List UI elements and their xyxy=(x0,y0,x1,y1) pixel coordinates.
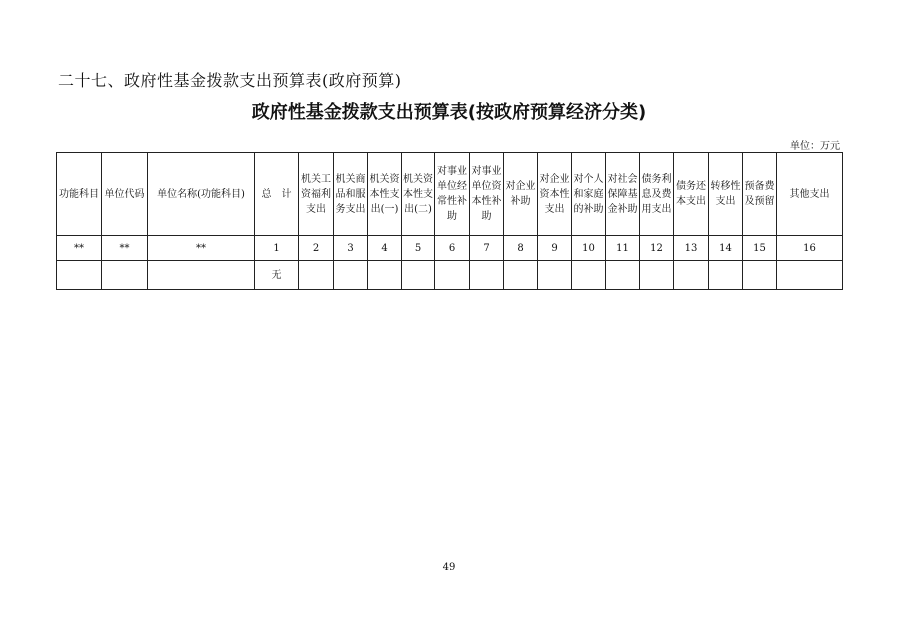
data-cell xyxy=(368,261,402,290)
index-cell: 7 xyxy=(470,236,504,261)
data-cell xyxy=(148,261,255,290)
data-cell xyxy=(743,261,777,290)
data-cell xyxy=(709,261,743,290)
header-cell: 债务利息及费用支出 xyxy=(640,153,674,236)
header-cell: 对企业资本性支出 xyxy=(538,153,572,236)
index-cell: 13 xyxy=(674,236,709,261)
header-cell: 其他支出 xyxy=(777,153,843,236)
data-cell xyxy=(538,261,572,290)
index-cell: 16 xyxy=(777,236,843,261)
table-header-row xyxy=(57,153,843,236)
data-cell: 无 xyxy=(255,261,299,290)
header-cell: 机关工资福利支出 xyxy=(299,153,334,236)
data-cell xyxy=(334,261,368,290)
header-cell: 对事业单位经常性补助 xyxy=(435,153,470,236)
header-cell: 单位名称(功能科目) xyxy=(148,153,255,236)
index-cell: 2 xyxy=(299,236,334,261)
data-cell xyxy=(640,261,674,290)
index-cell: 6 xyxy=(435,236,470,261)
header-cell: 对个人和家庭的补助 xyxy=(572,153,606,236)
data-cell xyxy=(57,261,102,290)
data-cell xyxy=(606,261,640,290)
header-cell: 对社会保障基金补助 xyxy=(606,153,640,236)
index-cell: ** xyxy=(148,236,255,261)
index-cell: 10 xyxy=(572,236,606,261)
table-index-row xyxy=(57,236,843,261)
index-cell: 8 xyxy=(504,236,538,261)
index-cell: 14 xyxy=(709,236,743,261)
data-cell xyxy=(299,261,334,290)
index-cell: 1 xyxy=(255,236,299,261)
index-cell: 3 xyxy=(334,236,368,261)
page-number: 49 xyxy=(442,562,456,573)
data-cell xyxy=(102,261,148,290)
index-cell: 15 xyxy=(743,236,777,261)
index-cell: 4 xyxy=(368,236,402,261)
header-cell: 机关资本性支出(二) xyxy=(402,153,435,236)
budget-table xyxy=(56,152,843,290)
data-cell xyxy=(470,261,504,290)
table-row xyxy=(57,261,843,290)
header-cell: 债务还本支出 xyxy=(674,153,709,236)
data-cell xyxy=(402,261,435,290)
data-cell xyxy=(674,261,709,290)
index-cell: 12 xyxy=(640,236,674,261)
header-cell: 单位代码 xyxy=(102,153,148,236)
index-cell: 9 xyxy=(538,236,572,261)
unit-label: 单位：万元 xyxy=(790,141,840,152)
index-cell: ** xyxy=(57,236,102,261)
header-cell: 机关商品和服务支出 xyxy=(334,153,368,236)
index-cell: ** xyxy=(102,236,148,261)
section-title: 二十七、政府性基金拨款支出预算表(政府预算) xyxy=(58,71,402,90)
data-cell xyxy=(572,261,606,290)
header-cell: 预备费及预留 xyxy=(743,153,777,236)
header-cell: 转移性支出 xyxy=(709,153,743,236)
data-cell xyxy=(777,261,843,290)
index-cell: 5 xyxy=(402,236,435,261)
header-cell: 总 计 xyxy=(255,153,299,236)
header-cell: 对企业补助 xyxy=(504,153,538,236)
header-cell: 对事业单位资本性补助 xyxy=(470,153,504,236)
header-cell: 功能科目 xyxy=(57,153,102,236)
page-title: 政府性基金拨款支出预算表(按政府预算经济分类) xyxy=(251,102,647,123)
header-cell: 机关资本性支出(一) xyxy=(368,153,402,236)
index-cell: 11 xyxy=(606,236,640,261)
data-cell xyxy=(504,261,538,290)
data-cell xyxy=(435,261,470,290)
